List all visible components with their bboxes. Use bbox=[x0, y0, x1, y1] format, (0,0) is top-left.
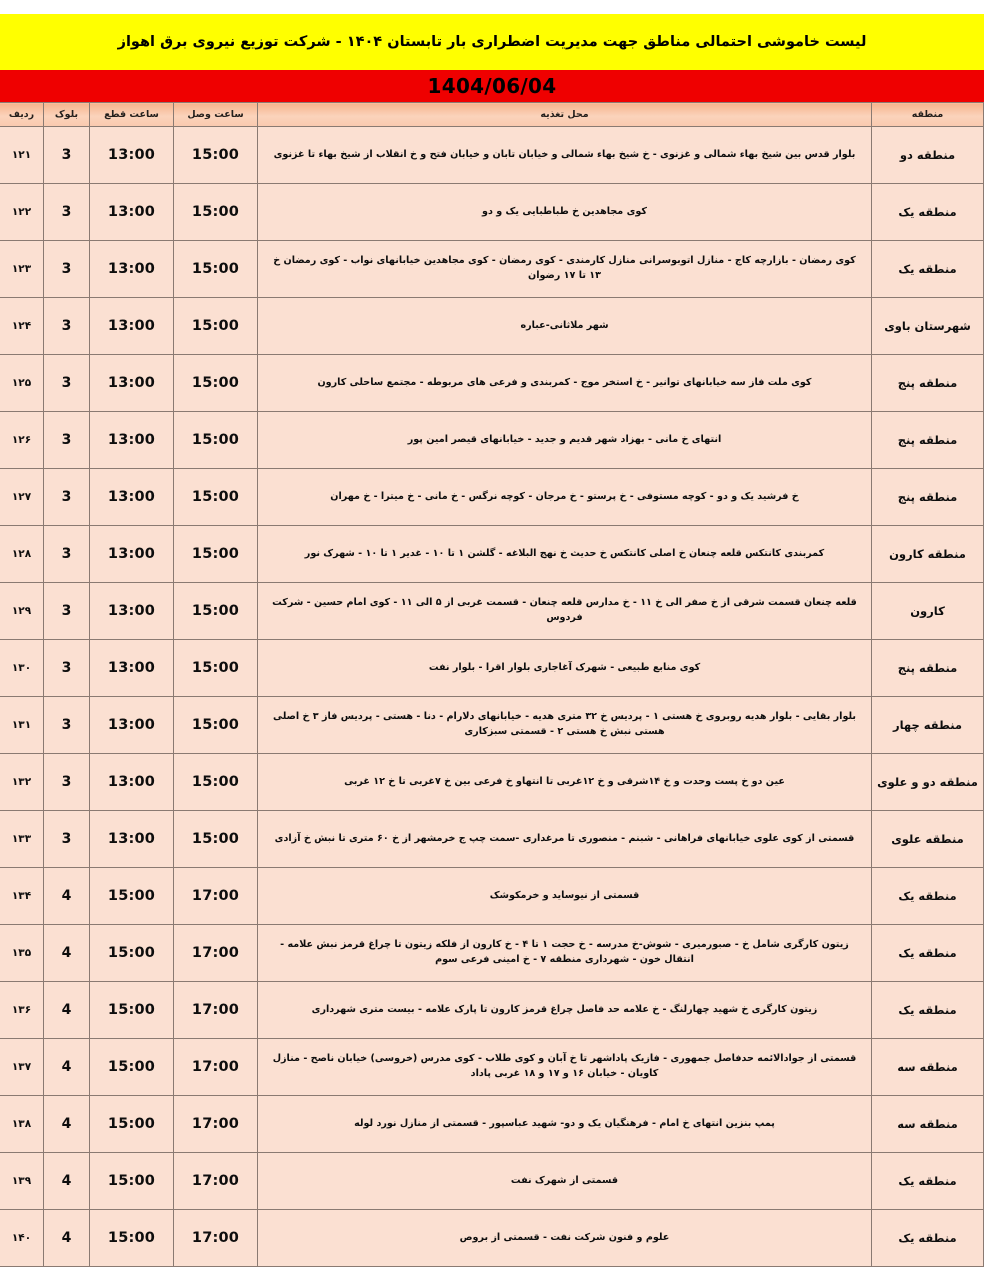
cell-on-time: 15:00 bbox=[174, 811, 258, 868]
cell-feed: کوی منابع طبیعی - شهرک آغاجاری بلوار اقرا - بلوار نفت bbox=[258, 640, 872, 697]
cell-index: ۱۳۵ bbox=[0, 925, 44, 982]
cell-block: 3 bbox=[44, 184, 90, 241]
cell-on-time: 15:00 bbox=[174, 469, 258, 526]
table-row bbox=[0, 925, 984, 982]
column-header-on-time: ساعت وصل bbox=[174, 103, 258, 127]
cell-feed: پمپ بنزین انتهای خ امام - فرهنگیان یک و دو- شهید عباسپور - قسمتی از منازل نورد لوله bbox=[258, 1096, 872, 1153]
cell-block: 3 bbox=[44, 241, 90, 298]
column-header-block: بلوک bbox=[44, 103, 90, 127]
cell-feed: خ فرشید یک و دو - کوچه مستوفی - خ پرستو - خ مرجان - کوچه نرگس - خ مانی - خ میترا - خ مهران bbox=[258, 469, 872, 526]
page-title: لیست خاموشی احتمالی مناطق جهت مدیریت اضطراری بار تابستان ۱۴۰۴ - شرکت توزیع نیروی برق اهواز bbox=[117, 33, 867, 50]
cell-off-time: 15:00 bbox=[90, 1039, 174, 1096]
cell-on-time: 17:00 bbox=[174, 982, 258, 1039]
cell-off-time: 15:00 bbox=[90, 982, 174, 1039]
table-row bbox=[0, 1210, 984, 1267]
cell-off-time: 13:00 bbox=[90, 526, 174, 583]
table-row bbox=[0, 982, 984, 1039]
table-row bbox=[0, 1096, 984, 1153]
cell-index: ۱۳۲ bbox=[0, 754, 44, 811]
cell-on-time: 17:00 bbox=[174, 868, 258, 925]
cell-region: منطقه پنج bbox=[872, 640, 984, 697]
cell-block: 3 bbox=[44, 754, 90, 811]
cell-region: منطقه پنج bbox=[872, 412, 984, 469]
cell-feed: کوی مجاهدین خ طباطبایی یک و دو bbox=[258, 184, 872, 241]
cell-index: ۱۳۷ bbox=[0, 1039, 44, 1096]
table-row bbox=[0, 697, 984, 754]
cell-off-time: 15:00 bbox=[90, 1210, 174, 1267]
cell-block: 3 bbox=[44, 127, 90, 184]
table-row bbox=[0, 298, 984, 355]
cell-block: 3 bbox=[44, 355, 90, 412]
schedule-date: 1404/06/04 bbox=[427, 74, 557, 98]
table-row bbox=[0, 754, 984, 811]
cell-region: منطقه چهار bbox=[872, 697, 984, 754]
cell-on-time: 15:00 bbox=[174, 697, 258, 754]
column-header-region: منطقه bbox=[872, 103, 984, 127]
cell-block: 4 bbox=[44, 1096, 90, 1153]
cell-region: منطقه دو و علوی bbox=[872, 754, 984, 811]
cell-off-time: 13:00 bbox=[90, 697, 174, 754]
table-row bbox=[0, 1039, 984, 1096]
cell-off-time: 15:00 bbox=[90, 1153, 174, 1210]
cell-off-time: 15:00 bbox=[90, 868, 174, 925]
header-row bbox=[0, 103, 984, 127]
cell-on-time: 15:00 bbox=[174, 526, 258, 583]
cell-region: منطقه کارون bbox=[872, 526, 984, 583]
cell-on-time: 17:00 bbox=[174, 1039, 258, 1096]
cell-region: منطقه سه bbox=[872, 1039, 984, 1096]
column-header-index: ردیف bbox=[0, 103, 44, 127]
cell-off-time: 13:00 bbox=[90, 583, 174, 640]
cell-off-time: 13:00 bbox=[90, 469, 174, 526]
cell-feed: کمربندی کانتکس قلعه چنعان خ اصلی کانتکس خ حدیث خ نهج البلاغه - گلشن ۱ تا ۱۰ - غدیر ۱ تا ۱۰ - شهرک نور bbox=[258, 526, 872, 583]
cell-on-time: 17:00 bbox=[174, 1210, 258, 1267]
date-banner bbox=[0, 70, 984, 102]
cell-index: ۱۳۸ bbox=[0, 1096, 44, 1153]
cell-on-time: 17:00 bbox=[174, 925, 258, 982]
cell-on-time: 15:00 bbox=[174, 583, 258, 640]
cell-feed: زیتون کارگری شامل خ - صبورمیری - شوش-خ مدرسه - خ حجت ۱ تا ۴ - خ کارون از فلکه زیتون تا چراغ قرمز نبش علامه - انتقال خون - شهرداری منطقه ۷ - خ امینی فرعی سوم bbox=[258, 925, 872, 982]
cell-index: ۱۲۵ bbox=[0, 355, 44, 412]
cell-on-time: 15:00 bbox=[174, 640, 258, 697]
cell-feed: شهر ملاثانی-عباره bbox=[258, 298, 872, 355]
cell-on-time: 15:00 bbox=[174, 355, 258, 412]
cell-off-time: 13:00 bbox=[90, 412, 174, 469]
cell-off-time: 13:00 bbox=[90, 241, 174, 298]
cell-off-time: 13:00 bbox=[90, 127, 174, 184]
cell-on-time: 15:00 bbox=[174, 412, 258, 469]
cell-block: 3 bbox=[44, 811, 90, 868]
cell-feed: علوم و فنون شرکت نفت - قسمتی از بروص bbox=[258, 1210, 872, 1267]
cell-block: 3 bbox=[44, 469, 90, 526]
cell-region: منطقه علوی bbox=[872, 811, 984, 868]
cell-off-time: 13:00 bbox=[90, 811, 174, 868]
cell-on-time: 17:00 bbox=[174, 1096, 258, 1153]
cell-feed: بلوار قدس بین شیخ بهاء شمالی و غزنوی - خ شیخ بهاء شمالی و خیابان تابان و خیابان فتح و خ انقلاب از شیخ بهاء تا غزنوی bbox=[258, 127, 872, 184]
cell-region: منطقه پنج bbox=[872, 355, 984, 412]
table-row bbox=[0, 241, 984, 298]
cell-index: ۱۲۸ bbox=[0, 526, 44, 583]
table-row bbox=[0, 868, 984, 925]
table-row bbox=[0, 469, 984, 526]
cell-index: ۱۲۱ bbox=[0, 127, 44, 184]
table-row bbox=[0, 1153, 984, 1210]
table-row bbox=[0, 184, 984, 241]
cell-feed: عین دو خ پست وحدت و خ ۱۴شرقی و خ ۱۲غربی تا انتهاو خ فرعی بین خ ۷غربی تا خ ۱۲ غربی bbox=[258, 754, 872, 811]
cell-block: 3 bbox=[44, 526, 90, 583]
cell-region: کارون bbox=[872, 583, 984, 640]
cell-block: 4 bbox=[44, 925, 90, 982]
cell-feed: کوی ملت فاز سه خیابانهای توانیر - خ استخر موج - کمربندی و فرعی های مربوطه - مجتمع ساحلی کارون bbox=[258, 355, 872, 412]
cell-block: 4 bbox=[44, 1210, 90, 1267]
cell-off-time: 13:00 bbox=[90, 640, 174, 697]
cell-region: منطقه دو bbox=[872, 127, 984, 184]
cell-region: منطقه یک bbox=[872, 982, 984, 1039]
cell-region: منطقه یک bbox=[872, 1210, 984, 1267]
cell-block: 3 bbox=[44, 412, 90, 469]
table-row bbox=[0, 127, 984, 184]
cell-feed: قسمتی از شهرک نفت bbox=[258, 1153, 872, 1210]
cell-region: منطقه یک bbox=[872, 868, 984, 925]
table-body bbox=[0, 127, 984, 1267]
cell-block: 3 bbox=[44, 298, 90, 355]
cell-index: ۱۲۹ bbox=[0, 583, 44, 640]
cell-index: ۱۳۶ bbox=[0, 982, 44, 1039]
table-row bbox=[0, 583, 984, 640]
cell-on-time: 15:00 bbox=[174, 298, 258, 355]
cell-feed: قسمتی از جوادالائمه حدفاصل جمهوری - فازیک پاداشهر تا خ آبان و کوی طلاب - کوی مدرس (خروسی) خیابان ناصح - منازل کاویان - خیابان ۱۶ و ۱۷ و ۱۸ غربی پاداد bbox=[258, 1039, 872, 1096]
cell-block: 3 bbox=[44, 583, 90, 640]
cell-off-time: 13:00 bbox=[90, 298, 174, 355]
cell-on-time: 15:00 bbox=[174, 241, 258, 298]
cell-region: منطقه یک bbox=[872, 241, 984, 298]
title-banner bbox=[0, 14, 984, 70]
cell-feed: بلوار بقایی - بلوار هدیه روبروی خ هستی ۱ - پردیس خ ۳۲ متری هدیه - خیابانهای دلارام - دنا - هستی - پردیس فاز ۳ خ اصلی هستی نبش خ هستی ۲ - قسمتی سبزکاری bbox=[258, 697, 872, 754]
table-row bbox=[0, 526, 984, 583]
table-row bbox=[0, 355, 984, 412]
cell-index: ۱۳۹ bbox=[0, 1153, 44, 1210]
cell-off-time: 15:00 bbox=[90, 925, 174, 982]
cell-on-time: 15:00 bbox=[174, 754, 258, 811]
cell-index: ۱۳۱ bbox=[0, 697, 44, 754]
cell-feed: کوی رمضان - بازارچه کاج - منازل اتوبوسرانی منازل کارمندی - کوی رمضان - کوی مجاهدین خیابانهای نواب - کوی رمضان خ ۱۳ تا ۱۷ رضوان bbox=[258, 241, 872, 298]
cell-feed: قسمتی از نیوساید و خرمکوشک bbox=[258, 868, 872, 925]
column-header-feed: محل تغذیه bbox=[258, 103, 872, 127]
cell-region: منطقه سه bbox=[872, 1096, 984, 1153]
cell-index: ۱۲۲ bbox=[0, 184, 44, 241]
cell-feed: قسمتی از کوی علوی خیابانهای فراهانی - شبنم - منصوری تا مرغداری -سمت چپ ج خرمشهر از خ ۶۰ متری تا نبش خ آزادی bbox=[258, 811, 872, 868]
cell-block: 4 bbox=[44, 982, 90, 1039]
cell-block: 4 bbox=[44, 868, 90, 925]
cell-index: ۱۲۶ bbox=[0, 412, 44, 469]
cell-region: منطقه پنج bbox=[872, 469, 984, 526]
cell-index: ۱۳۳ bbox=[0, 811, 44, 868]
cell-region: شهرستان باوی bbox=[872, 298, 984, 355]
cell-region: منطقه یک bbox=[872, 184, 984, 241]
cell-index: ۱۴۰ bbox=[0, 1210, 44, 1267]
cell-block: 4 bbox=[44, 1039, 90, 1096]
cell-index: ۱۲۷ bbox=[0, 469, 44, 526]
cell-off-time: 13:00 bbox=[90, 184, 174, 241]
cell-region: منطقه یک bbox=[872, 1153, 984, 1210]
cell-block: 3 bbox=[44, 640, 90, 697]
table-row bbox=[0, 640, 984, 697]
cell-on-time: 15:00 bbox=[174, 127, 258, 184]
cell-feed: قلعه چنعان قسمت شرقی از خ صفر الی خ ۱۱ - خ مدارس قلعه چنعان - قسمت غربی از ۵ الی ۱۱ - کوی امام حسین - شرکت فردوس bbox=[258, 583, 872, 640]
cell-off-time: 15:00 bbox=[90, 1096, 174, 1153]
cell-on-time: 17:00 bbox=[174, 1153, 258, 1210]
cell-index: ۱۲۴ bbox=[0, 298, 44, 355]
cell-off-time: 13:00 bbox=[90, 355, 174, 412]
cell-feed: زیتون کارگری خ شهید چهارلنگ - خ علامه حد فاصل چراغ قرمز کارون تا پارک علامه - بیست متری شهرداری bbox=[258, 982, 872, 1039]
table-row bbox=[0, 811, 984, 868]
cell-index: ۱۲۳ bbox=[0, 241, 44, 298]
cell-off-time: 13:00 bbox=[90, 754, 174, 811]
table-row bbox=[0, 412, 984, 469]
cell-index: ۱۳۴ bbox=[0, 868, 44, 925]
table-header bbox=[0, 103, 984, 127]
cell-index: ۱۳۰ bbox=[0, 640, 44, 697]
column-header-off-time: ساعت قطع bbox=[90, 103, 174, 127]
cell-region: منطقه یک bbox=[872, 925, 984, 982]
cell-block: 3 bbox=[44, 697, 90, 754]
outage-table bbox=[0, 102, 984, 1267]
cell-on-time: 15:00 bbox=[174, 184, 258, 241]
cell-feed: انتهای خ مانی - بهزاد شهر قدیم و جدید - خیابانهای قیصر امین پور bbox=[258, 412, 872, 469]
cell-block: 4 bbox=[44, 1153, 90, 1210]
